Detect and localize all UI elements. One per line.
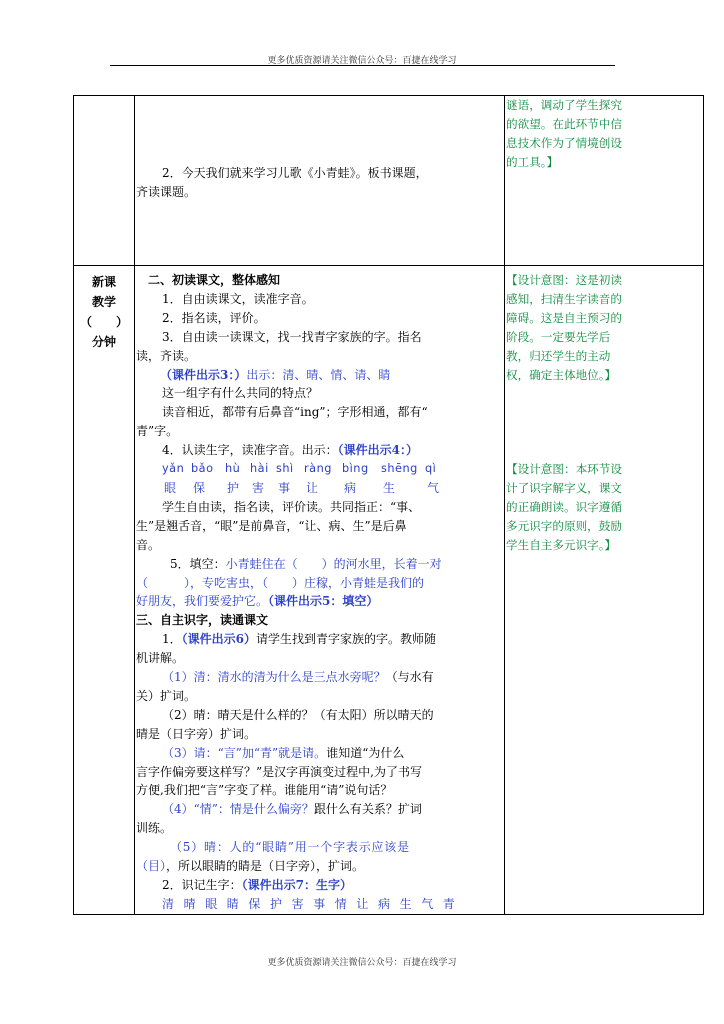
note-line: 权，确定主体地位。】 xyxy=(506,367,617,382)
courseware-tag: （课件出示7：生字） xyxy=(241,878,352,892)
note-line: 教，归还学生的主动 xyxy=(506,348,611,363)
text-line: 生”是翘舌音，“眼”是前鼻音，“让、病、生”是后鼻 xyxy=(136,518,407,533)
row2-note-cell xyxy=(506,271,680,384)
explain-text: ，所以眼睛的睛是（日字旁），扩词。 xyxy=(166,859,365,874)
explain-text: 跟什么有关系？扩词 xyxy=(313,802,422,817)
note-line: 息技术作为了情境创设 xyxy=(506,135,622,150)
vocab-char: 生 xyxy=(383,480,396,495)
vocab-char: 病 xyxy=(344,480,357,495)
explain-line: （2）晴：晴天是什么样的？（有太阳）所以晴天的 xyxy=(162,707,434,722)
courseware-tag: （课件出示3：） xyxy=(160,367,247,382)
step-line: 读，齐读。 xyxy=(136,348,197,363)
courseware-tag: （课件出示4：） xyxy=(337,443,418,458)
fill-line: （ ），专吃害虫，（ ）庄稼，小青蛙是我们的 xyxy=(136,575,425,590)
explain-line: 关）扩词。 xyxy=(136,688,197,703)
table-border-col2 xyxy=(504,95,505,915)
label-line: 新课 xyxy=(91,275,116,289)
explain-line: 言字作偏旁要这样写？”是汉字再演变过程中,为了书写 xyxy=(136,764,422,779)
label-line: （ ） xyxy=(79,315,128,329)
note-line: 的工具。】 xyxy=(506,154,559,169)
pinyin-syllable: yǎn xyxy=(162,462,185,476)
table-border-left xyxy=(73,95,74,915)
explain-line: 训练。 xyxy=(136,821,173,836)
text-line: 学生自由读，指名读，评价读。共同指正：“事、 xyxy=(162,499,421,514)
vocab-char: 护 xyxy=(227,480,240,495)
explain-line xyxy=(136,857,502,876)
pinyin-syllable: bǎo xyxy=(191,462,214,476)
vocab-char: 气 xyxy=(427,480,440,495)
pinyin-syllable: bìng xyxy=(342,462,369,476)
row1-line: 齐读课题。 xyxy=(136,184,197,199)
explain-blue: （4）“情”：情是什么偏旁？ xyxy=(162,802,314,817)
fill-line xyxy=(136,592,502,611)
fill-line xyxy=(136,555,502,574)
explain-blue: （1）清：清水的清为什么是三点水旁呢？ xyxy=(162,670,386,685)
courseware-tag: （课件出示6） xyxy=(181,632,256,647)
explain-line xyxy=(136,800,502,819)
note-line: 感知，扫清生字读音的 xyxy=(506,291,622,306)
note-line: 【设计意图：本环节设 xyxy=(506,462,622,476)
note-line: 的欲望。在此环节中信 xyxy=(506,116,622,131)
section-label xyxy=(75,272,133,352)
table-border-bottom xyxy=(73,914,704,915)
note-line: 计了识字解字义，课文 xyxy=(506,480,622,495)
vocab-char: 事 xyxy=(278,480,291,495)
pinyin-row xyxy=(136,460,502,479)
step-line: 机讲解。 xyxy=(136,651,185,666)
question-line: 这一组字有什么共同的特点？ xyxy=(162,386,319,401)
step-line xyxy=(136,441,502,460)
label-line: 教学 xyxy=(91,295,116,309)
table-border-col1 xyxy=(134,95,135,915)
explain-blue: （3）请：“言”加“青”就是请。 xyxy=(162,745,327,760)
note-line: 的正确朗读。识字遵循 xyxy=(506,499,622,514)
answer-line: 读音相近，都带有后鼻音“ing”；字形相通，都有“ xyxy=(162,405,428,420)
explain-line: （5）晴：人的“眼睛”用一个字表示应该是 xyxy=(170,840,410,855)
explain-blue: （目） xyxy=(136,859,167,874)
note-line: 障碍。这是自主预习的 xyxy=(506,310,622,325)
note-line: 【设计意图：这是初读 xyxy=(506,273,622,287)
pinyin-syllable: hài xyxy=(250,462,269,476)
vocab-char: 眼 xyxy=(164,480,177,495)
explain-text: 谁知道“为什么 xyxy=(326,745,405,760)
row1-note-cell xyxy=(506,96,680,172)
step-text: 请学生找到青字家族的字。教师随 xyxy=(256,632,437,647)
note-line: 多元识字的原则，鼓励 xyxy=(506,518,622,533)
vocab-char: 让 xyxy=(306,480,319,495)
note-line: 阶段。一定要先学后 xyxy=(506,329,611,344)
courseware-text: 出示：清、晴、情、请、睛 xyxy=(246,367,391,382)
header-rule xyxy=(110,65,615,66)
section-heading: 二、初读课文，整体感知 xyxy=(148,273,281,287)
explain-line xyxy=(136,668,502,687)
pinyin-syllable: hù xyxy=(225,462,241,476)
pinyin-syllable: shēng xyxy=(381,462,418,476)
char-row xyxy=(136,479,502,498)
explain-line xyxy=(136,744,502,763)
step-text: 4．认读生字，读准字音。出示： xyxy=(162,443,338,458)
step-line: 1．自由读课文，读准字音。 xyxy=(162,291,314,306)
explain-line: 晴是（日字旁）扩词。 xyxy=(136,726,257,741)
step-text: 2．识记生字： xyxy=(162,878,242,892)
fill-text: 好朋友，我们要爱护它。 xyxy=(136,594,269,609)
step-line: 3．自由读一读课文，找一找青字家族的字。指名 xyxy=(162,329,422,344)
footer-note: 更多优质资源请关注微信公众号：百捷在线学习 xyxy=(267,958,457,968)
header-note: 更多优质资源请关注微信公众号：百捷在线学习 xyxy=(267,56,457,66)
label-line: 分钟 xyxy=(91,335,116,349)
answer-line: 青”字。 xyxy=(136,424,179,439)
courseware-tag: （课件出示5：填空） xyxy=(268,594,379,609)
text-line: 音。 xyxy=(136,537,161,552)
char-list: 清晴眼睛保护害事情让病生气青 xyxy=(162,896,465,911)
row2-note-cell-2 xyxy=(506,460,680,555)
courseware-line xyxy=(136,366,502,385)
pinyin-syllable: shì xyxy=(276,462,294,476)
note-line: 学生自主多元识字。】 xyxy=(506,537,617,552)
fill-label: 5．填空： xyxy=(170,556,226,571)
row1-main-cell xyxy=(136,164,502,202)
explain-line: 方便,我们把“言”字变了样。谁能用“请”说句话？ xyxy=(136,783,393,798)
step-num: 1． xyxy=(162,632,182,647)
row2-main-cell xyxy=(136,271,502,914)
step-line: 2．指名读，评价。 xyxy=(162,310,266,325)
step-line xyxy=(136,630,502,649)
vocab-char: 保 xyxy=(193,480,206,495)
table-border-right xyxy=(703,95,704,915)
section-heading: 三、自主识字，读通课文 xyxy=(136,613,269,628)
vocab-char: 害 xyxy=(252,480,265,495)
step-line xyxy=(136,876,502,895)
pinyin-syllable: ràng xyxy=(304,462,332,476)
explain-text: （与水有 xyxy=(385,670,434,685)
table-row-divider xyxy=(73,265,704,266)
note-line: 谜语，调动了学生探究 xyxy=(506,98,622,112)
pinyin-syllable: qì xyxy=(425,462,437,476)
row1-line: 2．今天我们就来学习儿歌《小青蛙》。板书课题， xyxy=(162,166,428,180)
fill-text: 小青蛙住在（ ）的河水里，长着一对 xyxy=(225,556,442,571)
